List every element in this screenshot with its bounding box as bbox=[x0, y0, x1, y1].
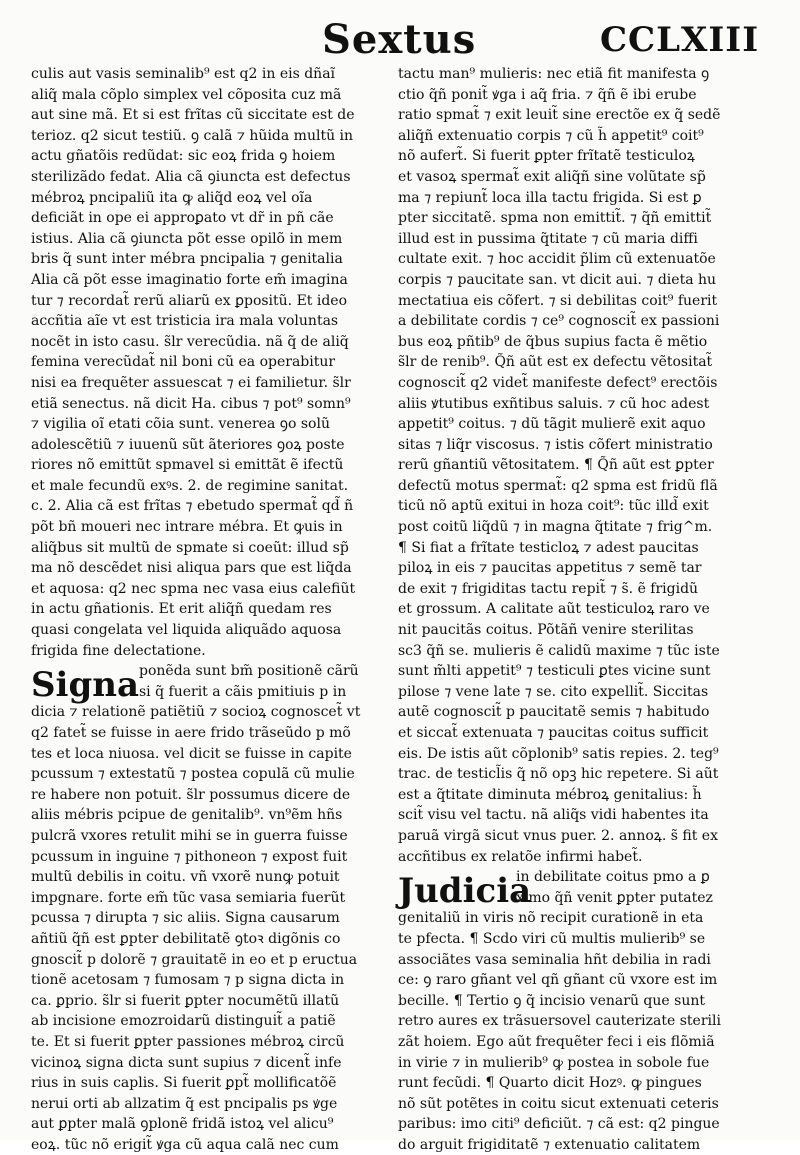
text-line: illud est in pussima q̃titate ⁊ cũ maria diffi bbox=[398, 230, 698, 247]
text-line: culis aut vasis seminalib⁹ est q2 in eis dñaĩ bbox=[31, 66, 336, 82]
text-line: adolescẽtiũ ⁊ iuuenũ sũt ãteriores ꝯoꝝ poste bbox=[31, 436, 345, 453]
text-line: te. Et si fuerit ꝑpter passiones mébroꝝ circũ bbox=[31, 1033, 345, 1050]
text-line: trac. de testicl̃is q̃ nõ opꝫ hic repetere. Si aũt bbox=[398, 766, 719, 783]
text-line: autẽ cognoscit̃ p paucitatẽ semis ⁊ habitudo bbox=[398, 704, 710, 721]
text-line: paribus: imo citi⁹ deficiũt. ⁊ cã est: q2 pingue bbox=[398, 1116, 720, 1133]
text-line: et siccat̃ extenuata ⁊ paucitas coitus sufficit bbox=[398, 725, 709, 741]
text-line: tur ⁊ recordat̃ rerũ aliarũ ex ꝑpositũ. Et ideo bbox=[31, 292, 348, 309]
text-line: ma nõ descẽdet nisi aliqua pars que est liq̃da bbox=[31, 560, 352, 577]
text-line: pilose ⁊ vene late ⁊ se. cito expellit̃. Siccitas bbox=[398, 683, 709, 700]
text-line: tionẽ acetosam ⁊ fumosam ⁊ p signa dicta in bbox=[31, 972, 345, 989]
text-line: ticũ nõ aptũ exitui in hoza coit⁹: tũc illd̃ exit bbox=[398, 498, 709, 515]
text-line: retro aures ex trãsuersovel cauterizate sterili bbox=[398, 1013, 721, 1030]
text-line: bus eoꝝ pñtib⁹ de q̃bus supius facta ẽ mẽtio bbox=[398, 333, 708, 350]
text-line: aliq̃ mala cõplo simplex vel cõposita cuz mã bbox=[31, 86, 342, 103]
text-line: re habere non potuit. s̃lr possumus dicere de bbox=[31, 786, 351, 803]
text-line: ce: ꝯ raro gñant vel qñ gñant cũ vxore est im bbox=[398, 972, 718, 989]
text-line: do arguit frigiditatẽ ⁊ extenuatio calitatem bbox=[398, 1136, 701, 1153]
text-line: tactu man⁹ mulieris: nec etiã fit manifesta ꝯ bbox=[398, 66, 710, 82]
right-paragraph bbox=[398, 64, 770, 867]
text-line: mectatiua eis cõfert. ⁊ si debilitas coit⁹ fuerit bbox=[398, 292, 718, 309]
text-line: scit̃ visu vel tactu. nã aliq̃s vidi habentes ita bbox=[398, 807, 709, 824]
text-line: accñtibus ex relatõe infirmi habet̃. bbox=[398, 848, 643, 865]
text-line: eis. De istis aũt cõplonib⁹ satis repies. 2. teg⁹ bbox=[398, 745, 719, 762]
left-column bbox=[31, 64, 407, 1155]
text-line: si q̃ fuerit a cãis pmitiuis p in bbox=[139, 683, 347, 700]
text-line: bris q̃ sunt inter mébra pncipalia ⁊ genitalia bbox=[31, 251, 343, 268]
text-line: q2 fatet̃ se fuisse in aere frido trãseũdo p mõ bbox=[31, 725, 351, 741]
text-line: multũ debilis in coitu. vñ vxorẽ nunꝙ potuit bbox=[31, 869, 340, 886]
text-line: riores nõ emittũt spmavel si emittãt ẽ ifectũ bbox=[31, 457, 344, 474]
text-line: defectũ motus spermat̃: q2 spma est fridũ flã bbox=[398, 477, 718, 494]
left-paragraph bbox=[31, 64, 407, 661]
text-line: sunt m̃lti appetit⁹ ⁊ testiculi ꝑtes vicine sunt bbox=[398, 663, 711, 680]
text-line: quasi congelata vel liquida aliquãdo aquosa bbox=[31, 622, 342, 639]
text-line: in actu gñationis. Et erit aliq̃ñ quedam res bbox=[31, 601, 332, 618]
text-line: nõ aufert̃. Si fuerit ꝑpter frĩtatẽ testiculoꝝ bbox=[398, 148, 695, 165]
judicia-section bbox=[398, 867, 770, 1155]
text-line: in debilitate coitus pmo a ꝑ bbox=[516, 869, 710, 886]
folio-number: CCLXIII bbox=[600, 20, 760, 60]
text-line: eoꝝ. tũc nõ erigit̃ ꝟga cũ aqua calã nec cum bbox=[31, 1136, 339, 1153]
text-line: tes et loca niuosa. vel dicit se fuisse in capite bbox=[31, 745, 352, 762]
text-line: becille. ¶ Tertio ꝯ q̃ incisio venarũ que sunt bbox=[398, 992, 705, 1009]
text-line: frigida fine delectatione. bbox=[31, 642, 206, 659]
text-line: cultate exit. ⁊ hoc accidit p̃lim cũ extenuatõe bbox=[398, 251, 716, 268]
text-line: appetit⁹ coitus. ⁊ dũ tãgit mulierẽ exit aquo bbox=[398, 416, 706, 433]
text-line: nit paucitãs coitus. Põtãñ venire sterilitas bbox=[398, 622, 694, 639]
text-line: femina verecũdat̃ nil boni cũ ea operabitur bbox=[31, 354, 336, 371]
text-line: põt bñ moueri nec intrare mébra. Et ꝙuis in bbox=[31, 519, 343, 536]
text-line: ratio spmat̃ ⁊ exit leuit̃ sine erectõe ex q̃ sedẽ bbox=[398, 107, 721, 124]
text-line: paruã virgã sicut vnus puer. 2. annoꝝ. s̃ fit ex bbox=[398, 827, 718, 844]
text-line: et vasoꝝ spermat̃ exit aliq̃ñ sine volũtate sp̃ bbox=[398, 168, 706, 185]
text-line: ⁊ vigilia oĩ etati cõia sunt. venerea ꝯo solũ bbox=[31, 416, 330, 433]
text-line: ximo q̃ñ venit ꝑpter putatez bbox=[516, 889, 713, 906]
judicia-heading: Judicia bbox=[398, 871, 532, 912]
text-line: ctio q̃ñ ponit̃ ꝟga i aq̃ fria. ⁊ q̃ñ ẽ ibi erube bbox=[398, 86, 697, 103]
signa-heading: Signa bbox=[31, 665, 139, 706]
text-line: aliis ꝟtutibus exñtibus saluis. ⁊ cũ hoc adest bbox=[398, 395, 710, 412]
text-line: pcussum in inguine ⁊ pithoneon ⁊ expost fuit bbox=[31, 848, 348, 865]
text-line: ab incisione emozroidarũ distinguit̃ a patiẽ bbox=[31, 1013, 336, 1030]
text-line: aut sine mã. Et si est frĩtas cũ siccitate est de bbox=[31, 107, 355, 124]
text-line: genitaliũ in viris nõ recipit curationẽ in eta bbox=[398, 910, 704, 927]
text-line: de exit ⁊ frigiditas tactu repit̃ ⁊ s̃. ẽ frigidũ bbox=[398, 580, 699, 597]
text-line: impgnare. forte em̃ tũc vasa semiaria fuerũt bbox=[31, 889, 346, 906]
text-line: Alia cã põt esse imaginatio forte em̃ imagina bbox=[31, 271, 348, 288]
signa-section bbox=[31, 661, 407, 1155]
text-line: sc3 q̃ñ se. mulieris ẽ calidũ maxime ⁊ tũc iste bbox=[398, 642, 720, 659]
text-line: añtiũ q̃ñ est ꝑpter debilitatẽ ꝯtoꝛ digõnis co bbox=[31, 930, 341, 947]
text-line: mébroꝝ pncipaliũ ita ꝙ aliq̃d eoꝝ vel oĩa bbox=[31, 189, 313, 206]
text-line: zãt hoiem. Ego aũt frequẽter feci i eis flõmiã bbox=[398, 1033, 715, 1050]
text-line: ca. ꝑprio. s̃lr si fuerit ꝑpter nocumẽtũ illatũ bbox=[31, 992, 340, 1009]
right-column bbox=[398, 64, 770, 1155]
text-line: in virie ⁊ in mulierib⁹ ꝙ postea in sobole fue bbox=[398, 1054, 710, 1071]
text-line: rerũ gñantiũ vẽtositatem. ¶ Q̃ñ aũt est ꝑpter bbox=[398, 457, 714, 474]
text-line: et male fecundũ exꝰs. 2. de regimine sanitat. bbox=[31, 477, 349, 494]
text-line: pcussum ⁊ extestatũ ⁊ postea copulã cũ mulie bbox=[31, 766, 355, 783]
text-line: etiã senectus. nã dicit Ha. cibus ⁊ pot⁹ somn⁹ bbox=[31, 395, 351, 412]
text-line: actu gñatõis redũdat: sic eoꝝ frida ꝯ hoiem bbox=[31, 148, 336, 165]
text-line: pter siccitatẽ. spma non emittit̃. ⁊ q̃ñ emittit̃ bbox=[398, 210, 712, 227]
text-line: s̃lr de renib⁹. Q̃ñ aũt est ex defectu vẽtositat̃ bbox=[398, 354, 713, 371]
text-line: sitas ⁊ liq̃r viscosus. ⁊ istis cõfert ministratio bbox=[398, 436, 713, 453]
text-line: corpis ⁊ paucitate san. vt dicit aui. ⁊ dieta hu bbox=[398, 271, 717, 288]
text-line: est a q̃titate diminuta mébroꝝ genitalius: h̃ bbox=[398, 786, 702, 803]
text-line: vicinoꝝ signa dicta sunt supius ⁊ dicent̃ infe bbox=[31, 1054, 342, 1071]
text-line: cognoscit̃ q2 videt̃ manifeste defect⁹ erectõis bbox=[398, 374, 718, 391]
text-line: rius in suis caplis. Si fuerit ꝑpt̃ mollificatõẽ bbox=[31, 1075, 337, 1092]
text-line: deficiãt in ope ei approꝑato vt dr̃ in pñ cãe bbox=[31, 210, 334, 227]
text-line: et grossum. A calitate aũt testiculoꝝ raro ve bbox=[398, 601, 710, 618]
text-line: nocẽt in isto casu. s̃lr verecũdia. nã q̃ de aliq̃ bbox=[31, 333, 349, 350]
text-line: terioz. q2 sicut testiũ. ꝯ calã ⁊ hũida multũ in bbox=[31, 127, 354, 144]
text-line: pcussa ⁊ dirupta ⁊ sic aliis. Signa causarum bbox=[31, 910, 340, 927]
text-line: aut ꝑpter malã ꝯplonẽ fridã istoꝝ vel alicu⁹ bbox=[31, 1116, 334, 1133]
text-line: nisi ea frequẽter assuescat ⁊ ei familietur. s̃lr bbox=[31, 374, 351, 391]
text-line: piloꝝ in eis ⁊ paucitas appetitus ⁊ semẽ tar bbox=[398, 560, 702, 577]
text-line: sterilizãdo fedat. Alia cã ꝯiuncta est defectus bbox=[31, 168, 351, 185]
text-line: gnoscit̃ p dolorẽ ⁊ grauitatẽ in eo et p eructua bbox=[31, 951, 358, 968]
text-line: nõ sũt potẽtes in coitu sicut extenuati ceteris bbox=[398, 1095, 719, 1112]
text-line: runt fecũdi. ¶ Quarto dicit Hozꝰ. ꝙ pingues bbox=[398, 1075, 702, 1092]
running-title: Sextus bbox=[322, 16, 477, 63]
text-line: a debilitate cordis ⁊ ce⁹ cognoscit̃ ex passioni bbox=[398, 313, 720, 330]
text-line: ¶ Si fiat a frĩtate testicloꝝ ⁊ adest paucitas bbox=[398, 539, 699, 556]
text-line: ponẽda sunt bm̃ positionẽ cãrũ bbox=[139, 663, 359, 680]
text-line: associãtes vasa seminalia hñt debilia in radi bbox=[398, 951, 711, 968]
text-line: post coitũ liq̃dũ ⁊ in magna q̃titate ⁊ frig^m. bbox=[398, 519, 713, 536]
text-line: istius. Alia cã ꝯiuncta põt esse opilõ in mem bbox=[31, 230, 343, 247]
text-line: aliis mébris pcipue de genitalib⁹. vn⁹ẽm hñs bbox=[31, 807, 343, 824]
text-line: dicia ⁊ relationẽ patiẽtiũ ⁊ socioꝝ cognoscet̃ vt bbox=[31, 704, 361, 721]
text-line: te pfecta. ¶ Scdo viri cũ multis mulierib⁹ se bbox=[398, 930, 706, 947]
text-line: c. 2. Alia cã est frĩtas ⁊ ebetudo spermat̃ qd̃ ñ bbox=[31, 498, 354, 515]
text-line: aliq̃bus sit multũ de spmate si coeũt: illud sp̃ bbox=[31, 539, 349, 556]
text-line: pulcrã vxores retulit mihi se in guerra fuisse bbox=[31, 827, 348, 844]
text-line: accñtia aĩe vt est tristicia ira mala voluntas bbox=[31, 313, 339, 330]
text-line: aliq̃ñ extenuatio corpis ⁊ cũ h̃ appetit⁹ coit⁹ bbox=[398, 127, 704, 144]
text-line: nerui orti ab allzatim q̃ est pncipalis ps ꝟge bbox=[31, 1095, 338, 1112]
text-line: et aquosa: q2 nec spma nec vasa eius calefiũt bbox=[31, 580, 356, 597]
text-line: ma ⁊ repiunt̃ loca illa tactu frigida. Si est ꝑ bbox=[398, 189, 702, 206]
